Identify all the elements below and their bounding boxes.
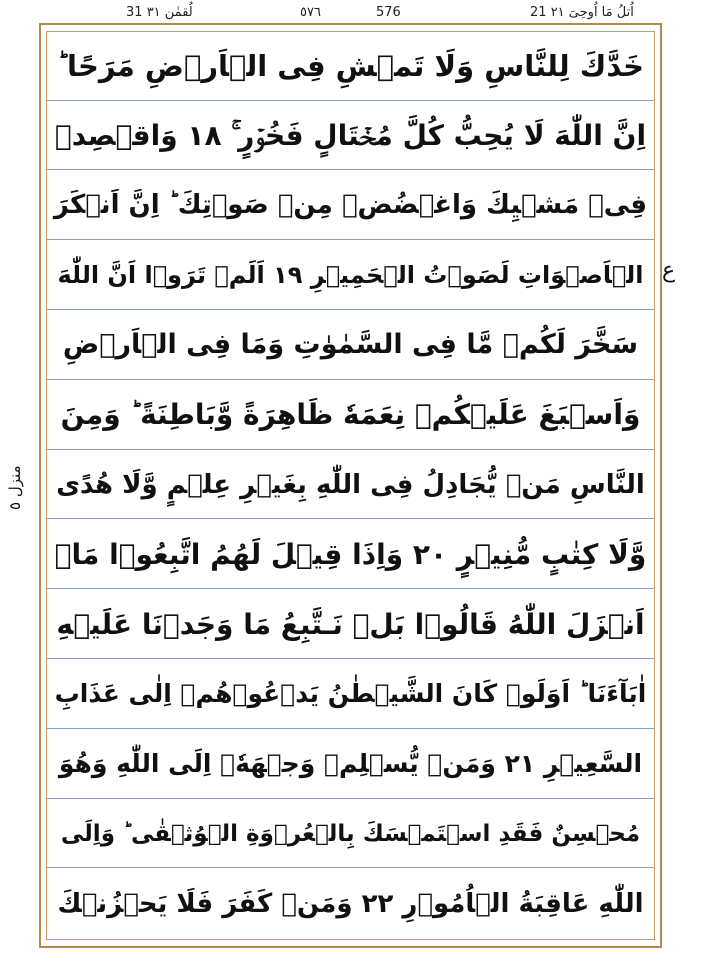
juz-reference: 21 اُتلُ مَا اُوحِیَ ٢١ — [530, 5, 634, 20]
verse-line — [47, 451, 654, 520]
verse-line — [47, 381, 654, 450]
verse-line — [47, 311, 654, 380]
verse-text-block — [47, 32, 654, 939]
page-number: 576 — [376, 5, 401, 20]
verse-line-text: مُحۡسِنٌ فَقَدِ اسۡتَمۡسَكَ بِالۡعُرۡوَةِ الۡوُثۡقٰى ؕ وَاِلَى — [60, 820, 641, 847]
verse-line — [47, 590, 654, 659]
verse-line — [47, 800, 654, 869]
verse-line — [47, 172, 654, 241]
verse-line-text: الۡاَصۡوَاتِ لَصَوۡتُ الۡحَمِيۡرِ ١٩ اَلَمۡ تَرَوۡا اَنَّ اللّٰهَ — [57, 261, 644, 290]
verse-line-text: اِنَّ اللّٰهَ لَا يُحِبُّ كُلَّ مُخۡتَالٍ فَخُوۡرٍ ۚ‏ ١٨ وَاقۡصِدۡ — [54, 118, 647, 152]
verse-line-text: وَّلَا كِتٰبٍ مُّنِيۡرٍ ٢٠ وَاِذَا قِيۡلَ لَهُمُ اتَّبِعُوۡا مَاۤ — [54, 537, 647, 571]
verse-line — [47, 241, 654, 310]
verse-line-text: وَاَسۡبَغَ عَلَيۡكُمۡ نِعَمَهٗ ظَاهِرَةً وَّبَاطِنَةً ؕ وَمِنَ — [60, 398, 641, 432]
verse-line — [47, 730, 654, 799]
verse-line-text: فِىۡ مَشۡيِكَ وَاغۡضُضۡ مِنۡ صَوۡتِكَ ؕ اِنَّ اَنۡكَرَ — [53, 190, 648, 221]
verse-line-text: اَنۡزَلَ اللّٰهُ قَالُوۡا بَلۡ نَـتَّبِعُ مَا وَجَدۡنَا عَلَيۡهِ — [56, 607, 645, 641]
verse-line — [47, 521, 654, 590]
verse-line-text: خَدَّكَ لِلنَّاسِ وَلَا تَمۡشِ فِى الۡاَرۡضِ مَرَحًا ؕ — [56, 48, 645, 83]
verse-line — [47, 870, 654, 939]
surah-reference: 31 لُقمٰن ٣١ — [126, 5, 193, 20]
verse-line — [47, 102, 654, 171]
manzil-marker — [8, 450, 36, 530]
verse-line — [47, 32, 654, 101]
verse-line-text: اللّٰهِ عَاقِبَةُ الۡاُمُوۡرِ ٢٢ وَمَنۡ كَفَرَ فَلَا يَحۡزُنۡكَ — [57, 889, 644, 920]
verse-line — [47, 660, 654, 729]
verse-line-text: اٰبَآءَنَا ؕ اَوَلَوۡ كَانَ الشَّيۡطٰنُ يَدۡعُوۡهُمۡ اِلٰى عَذَابِ — [54, 679, 647, 709]
page-header — [0, 0, 702, 24]
manzil-label: منزل ٥ — [6, 465, 24, 510]
verse-line-text: سَخَّرَ لَكُمۡ مَّا فِى السَّمٰوٰتِ وَمَا فِى الۡاَرۡضِ — [62, 329, 639, 361]
ruku-marker: ع — [662, 258, 676, 283]
arabic-page-number: ٥٧٦ — [300, 5, 321, 20]
verse-line-text: السَّعِيۡرِ ٢١ وَمَنۡ يُّسۡلِمۡ وَجۡهَهٗۤ اِلَى اللّٰهِ وَهُوَ — [58, 749, 643, 779]
verse-line-text: النَّاسِ مَنۡ يُّجَادِلُ فِى اللّٰهِ بِغَيۡرِ عِلۡمٍ وَّلَا هُدًى — [56, 469, 645, 500]
